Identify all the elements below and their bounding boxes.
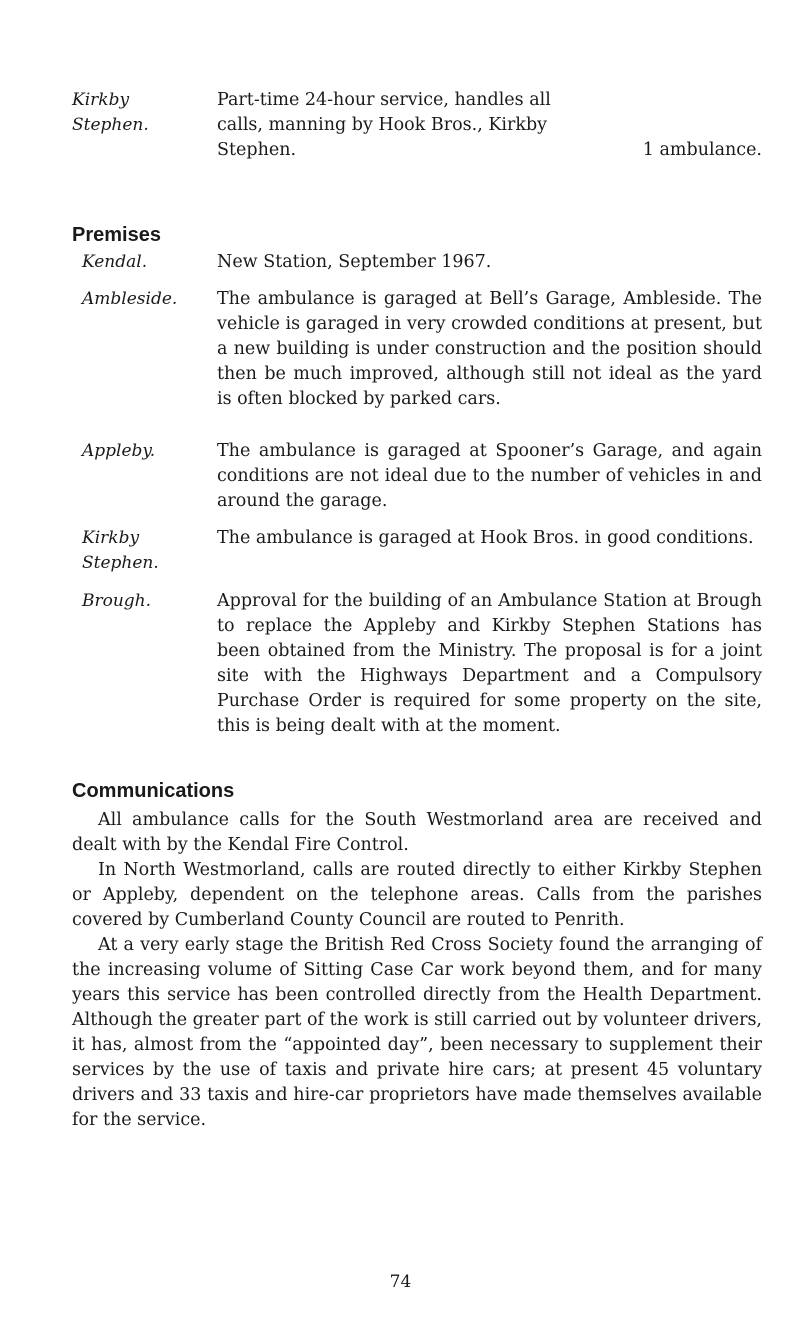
appleby-text: The ambulance is garaged at Spooner’s Garage, and again conditions are not ideal due to the number of vehicles in and around the garage. bbox=[217, 441, 762, 511]
brough-text: Approval for the building of an Ambulance Station at Brough to replace the Appleby and Kirkby Stephen Stations has been obtained from the Ministry. The proposal is for a joint site with the Highways Department and a Compulsory Purchase Order is required for some property on the site, this is being dealt with at the moment. bbox=[217, 591, 762, 736]
kirkby-stephen-label bbox=[72, 88, 202, 138]
communications-paragraph: All ambulance calls for the South Westmorland area are received and dealt with by the Kendal Fire Control. bbox=[72, 810, 762, 855]
kendal-label: Kendal. bbox=[82, 252, 148, 272]
text-line: calls, manning by Hook Bros., Kirkby bbox=[217, 115, 548, 135]
text-line: Part-time 24-hour service, handles all bbox=[217, 90, 551, 110]
premises-heading: Premises bbox=[72, 224, 161, 246]
communications-paragraph: In North Westmorland, calls are routed directly to either Kirkby Stephen or Appleby, dependent on the telephone areas. Calls from the parishes covered by Cumberland County Council are routed to Penrith. bbox=[72, 860, 762, 930]
label-line: Stephen. bbox=[72, 115, 149, 135]
kendal-entry bbox=[72, 250, 762, 275]
page-number: 74 bbox=[389, 1272, 412, 1292]
ambleside-label: Ambleside. bbox=[82, 289, 178, 309]
communications-section bbox=[72, 808, 762, 1133]
brough-entry bbox=[72, 589, 762, 739]
appleby-label: Appleby. bbox=[82, 441, 156, 461]
kendal-text: New Station, September 1967. bbox=[217, 252, 492, 272]
kirkby-stephen-premises-entry bbox=[72, 526, 762, 573]
kirkby-stephen-service-entry bbox=[72, 88, 762, 163]
kirkby-stephen-premises-text: The ambulance is garaged at Hook Bros. in good conditions. bbox=[217, 528, 754, 548]
text-line-left: Stephen. bbox=[217, 140, 297, 160]
ambleside-text: The ambulance is garaged at Bell’s Garage, Ambleside. The vehicle is garaged in very crowded conditions at present, but a new building is under construction and the position should then be much improved, although still not ideal as the yard is often blocked by parked cars. bbox=[217, 289, 762, 409]
communications-paragraph: At a very early stage the British Red Cross Society found the arranging of the increasing volume of Sitting Case Car work beyond them, and for many years this service has been controlled directly from the Health Department. Although the greater part of the work is still carried out by volunteer drivers, it has, almost from the “appointed day”, been necessary to supplement their services by the use of taxis and private hire cars; at present 45 voluntary drivers and 33 taxis and hire-car proprietors have made themselves available for the service. bbox=[72, 935, 762, 1130]
kirkby-stephen-service-text bbox=[217, 88, 762, 163]
communications-heading: Communications bbox=[72, 780, 235, 802]
ambleside-entry bbox=[72, 287, 762, 412]
appleby-entry bbox=[72, 439, 762, 514]
text-line bbox=[217, 138, 762, 163]
brough-label: Brough. bbox=[82, 591, 152, 611]
ambulance-count: 1 ambulance. bbox=[642, 140, 762, 160]
label-line: Kirkby bbox=[72, 90, 130, 110]
label-line: Kirkby bbox=[82, 528, 140, 548]
kirkby-stephen-premises-label bbox=[82, 526, 212, 576]
label-line: Stephen. bbox=[82, 553, 159, 573]
